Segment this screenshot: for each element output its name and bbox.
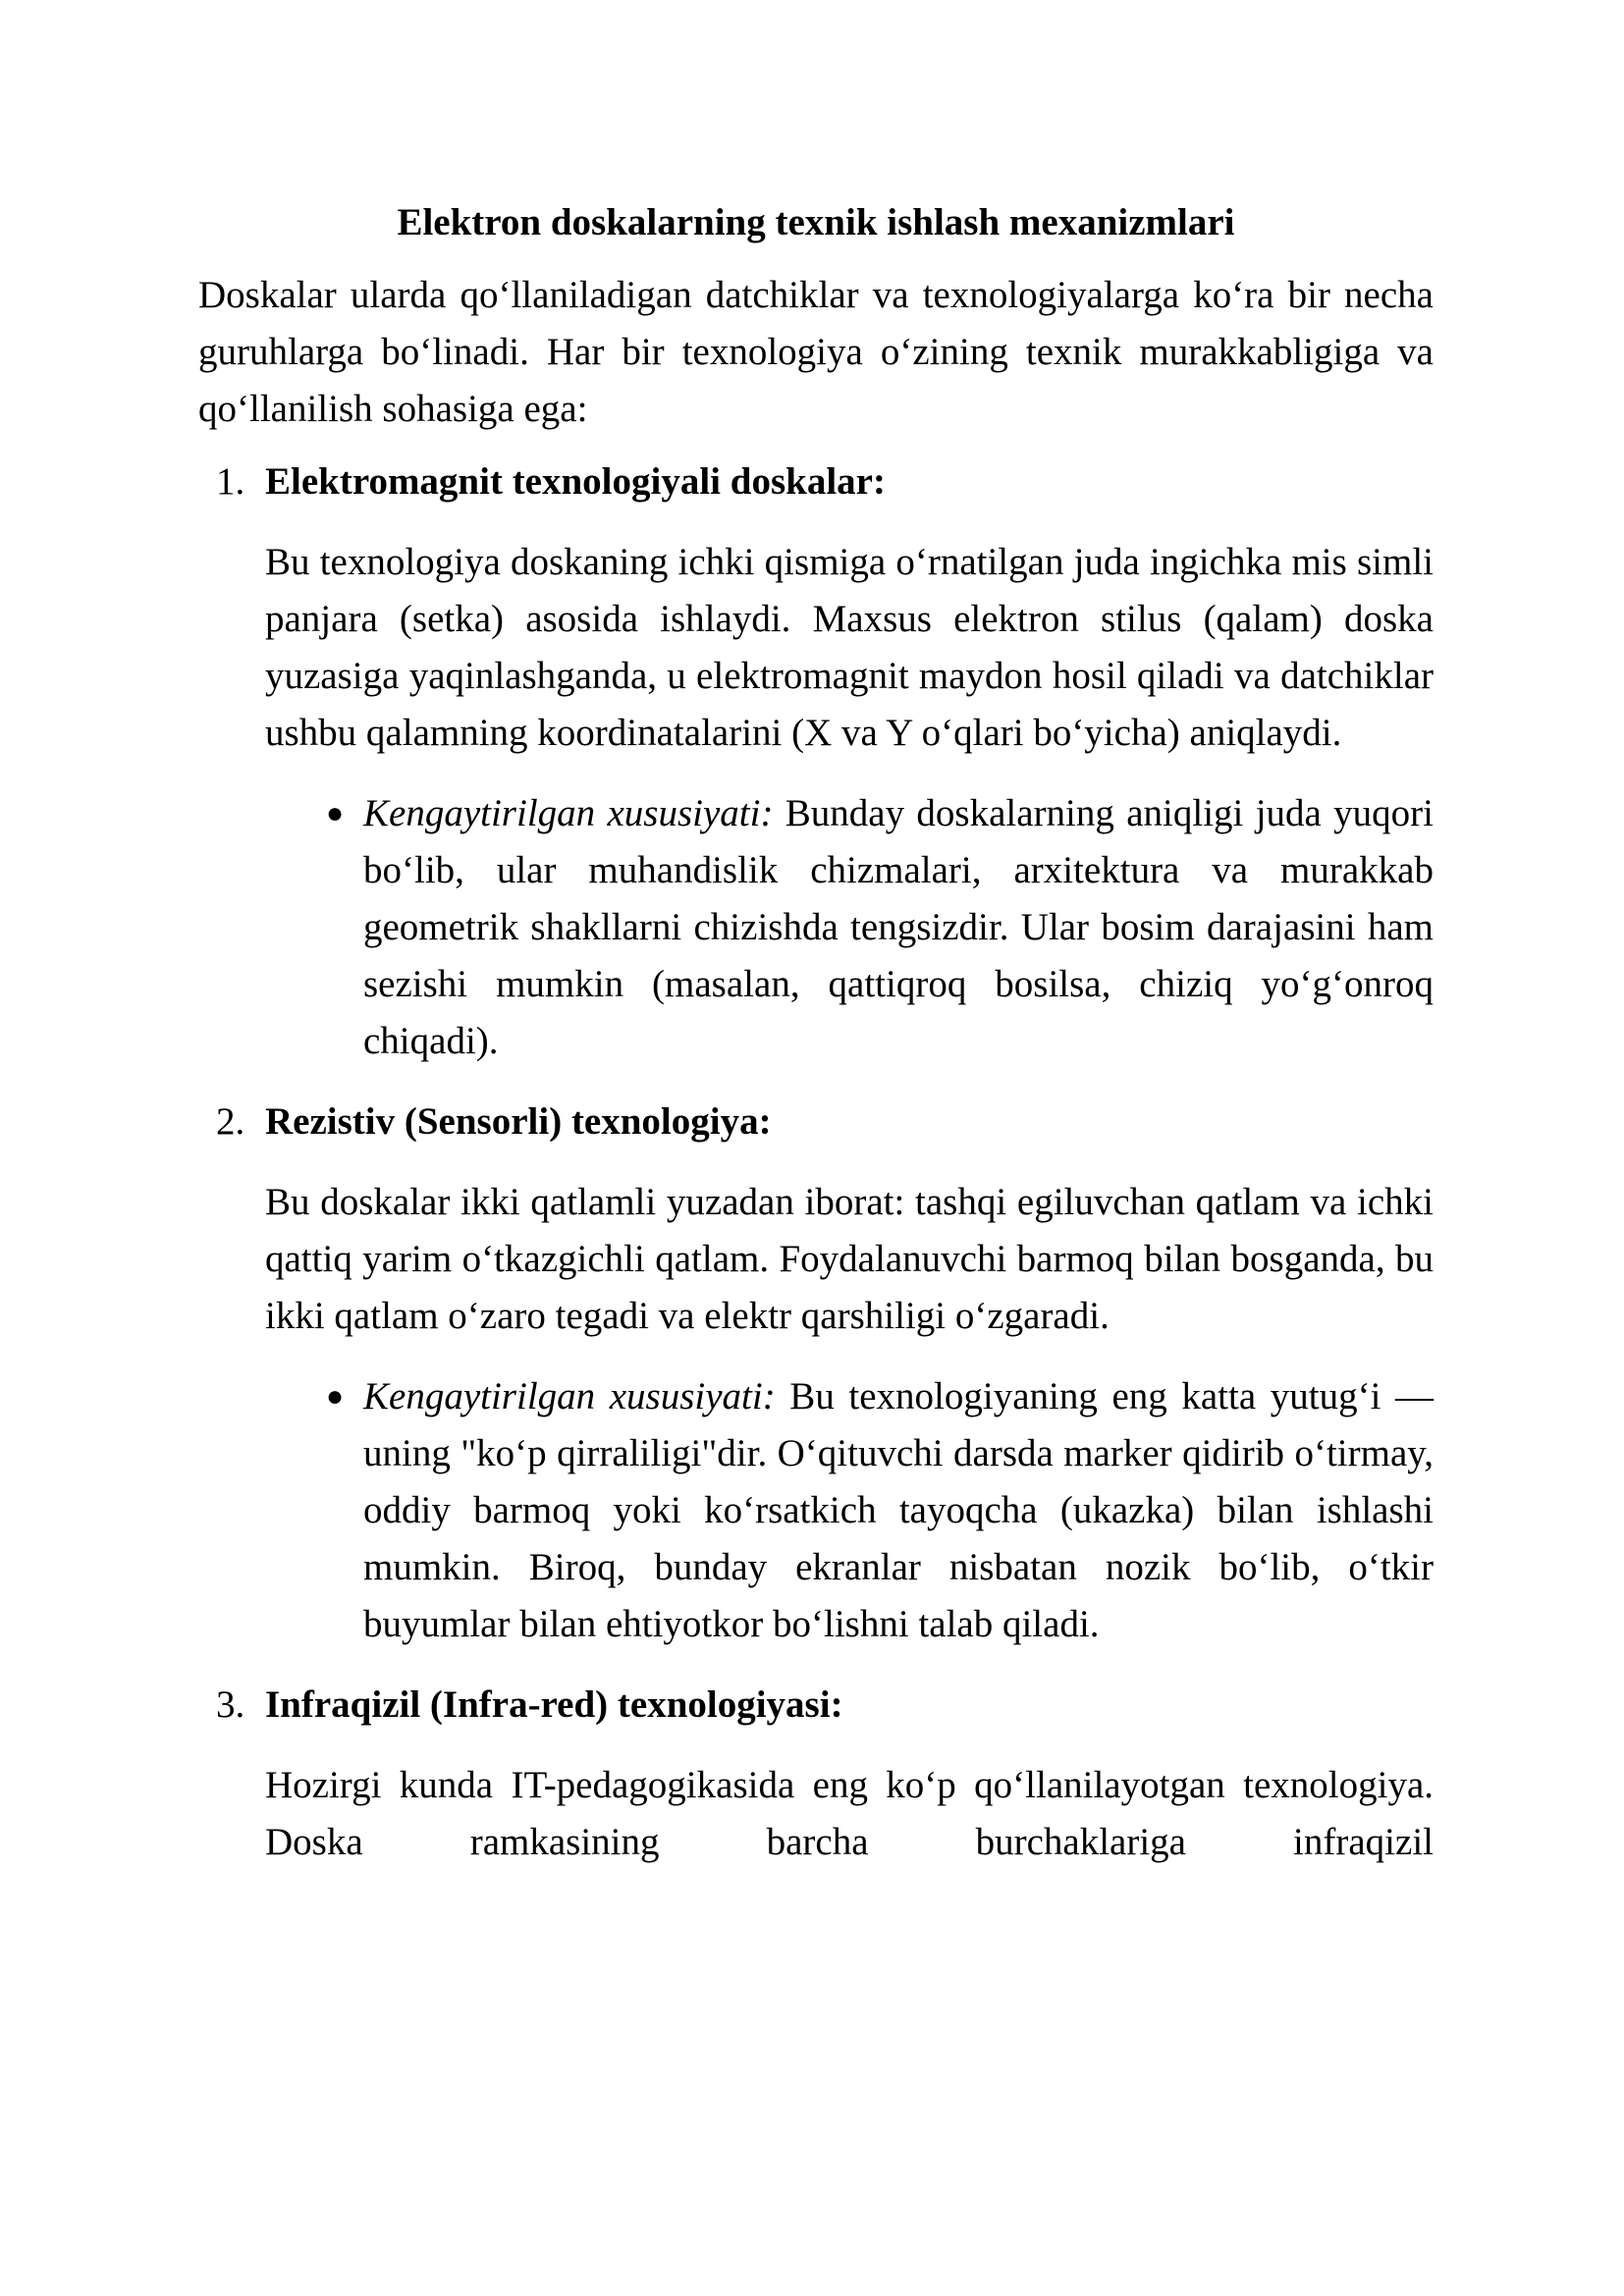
bullet-text: Bu texnologiyaning eng katta yutug‘i — uning "ko‘p qirraliligi"dir. O‘qituvchi darsda marker qidirib o‘tirmay, oddiy barmoq yoki ko‘rsatkich tayoqcha (ukazka) bilan ishlashi mumkin. Biroq, bunday ekranlar nisbatan nozik bo‘lib, o‘tkir buyumlar bilan ehtiyotkor bo‘lishni talab qiladi.: [363, 1375, 1435, 1645]
bullet-label: Kengaytirilgan xususiyati:: [363, 792, 774, 834]
section-number: 1.: [216, 460, 245, 503]
bullet-item: [326, 1368, 1435, 1653]
section-1: [198, 454, 1434, 1070]
section-heading: [198, 1677, 1434, 1734]
section-3: [198, 1677, 1434, 1871]
bullet-label: Kengaytirilgan xususiyati:: [363, 1375, 776, 1417]
section-heading: [198, 454, 1434, 510]
bullet-dot-icon: ●: [326, 797, 345, 829]
bullet-item: [326, 785, 1434, 1070]
intro-paragraph: Doskalar ularda qo‘llaniladigan datchiklar va texnologiyalarga ko‘ra bir necha guruhlarga bo‘linadi. Har bir texnologiya o‘zining texnik murakkabligiga va qo‘llanilish sohasiga ega:: [198, 274, 1434, 430]
section-number: 3.: [216, 1683, 245, 1726]
section-heading-text: Elektromagnit texnologiyali doskalar:: [265, 460, 886, 503]
section-heading-text: Infraqizil (Infra-red) texnologiyasi:: [265, 1683, 843, 1726]
section-heading: [198, 1094, 1434, 1150]
section-2: [198, 1094, 1434, 1653]
bullet-text: Bunday doskalarning aniqligi juda yuqori bo‘lib, ular muhandislik chizmalari, arxitektura va murakkab geometrik shakllarni chizishda tengsizdir. Ular bosim darajasini ham sezishi mumkin (masalan, qattiqroq bosilsa, chiziq yo‘g‘onroq chiqadi).: [363, 792, 1434, 1062]
section-heading-text: Rezistiv (Sensorli) texnologiya:: [265, 1100, 772, 1143]
section-body: Bu doskalar ikki qatlamli yuzadan iborat: tashqi egiluvchan qatlam va ichki qattiq yarim o‘tkazgichli qatlam. Foydalanuvchi barmoq bilan bosganda, bu ikki qatlam o‘zaro tegadi va elektr qarshiligi o‘zgaradi.: [265, 1181, 1434, 1337]
section-number: 2.: [216, 1100, 245, 1143]
section-body: Hozirgi kunda IT-pedagogikasida eng ko‘p qo‘llanilayotgan texnologiya. Doska ramkasining barcha burchaklariga infraqizil: [265, 1764, 1434, 1863]
bullet-dot-icon: ●: [326, 1380, 345, 1413]
document-title: Elektron doskalarning texnik ishlash mexanizmlari: [397, 201, 1235, 243]
document-content: [198, 194, 1434, 1895]
section-body: Bu texnologiya doskaning ichki qismiga o‘rnatilgan juda ingichka mis simli panjara (setka) asosida ishlaydi. Maxsus elektron stilus (qalam) doska yuzasiga yaqinlashganda, u elektromagnit maydon hosil qiladi va datchiklar ushbu qalamning koordinatalarini (X va Y o‘qlari bo‘yicha) aniqlaydi.: [265, 541, 1434, 754]
